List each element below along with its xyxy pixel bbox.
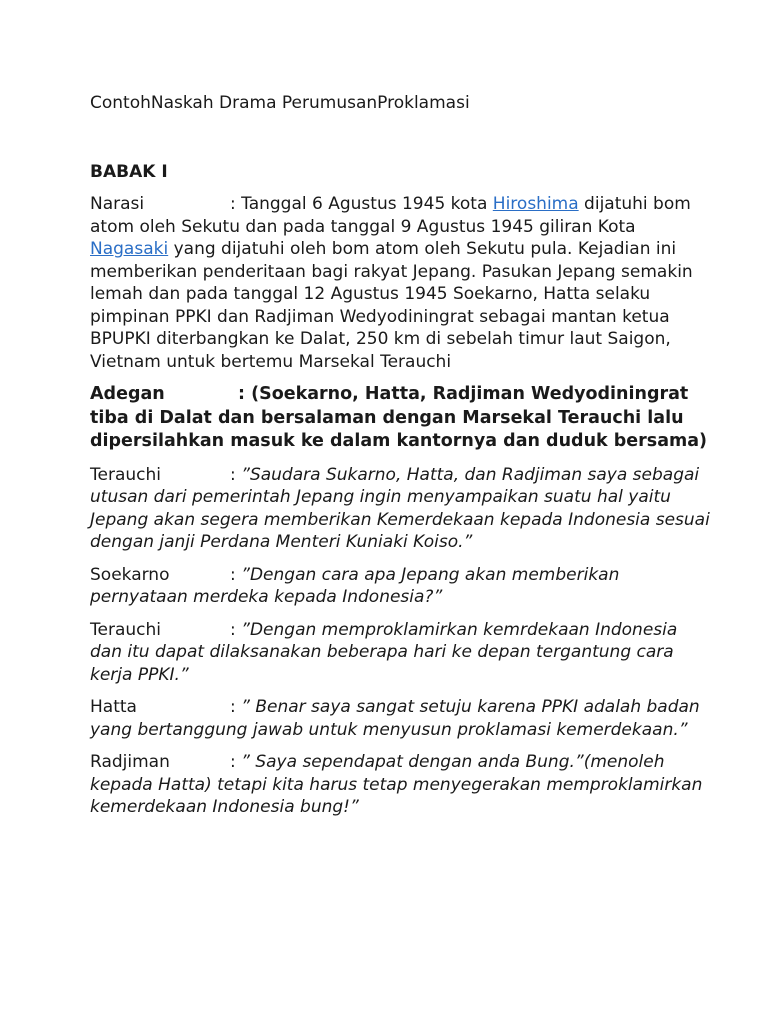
- document-content: [90, 92, 710, 829]
- dialogue-separator: :: [230, 464, 242, 485]
- dialogue-separator: :: [230, 752, 242, 772]
- scene-text: : (Soekarno, Hatta, Radjiman Wedyodiningrat tiba di Dalat dan bersalaman dengan Marsekal Terauchi lalu dipersilahkan masuk ke dalam kantornya dan duduk bersama): [90, 384, 708, 451]
- dialogue-line: [90, 564, 710, 609]
- dialogue-text: ”Saudara Sukarno, Hatta, dan Radjiman saya sebagai utusan dari pemerintah Jepang ingin menyampaikan suatu hal yaitu Jepang akan segera memberikan Kemerdekaan kepada Indonesia sesuai dengan janji Perdana Menteri Kuniaki Koiso.”: [90, 464, 710, 552]
- dialogue-separator: :: [230, 564, 242, 585]
- dialogue-text: ” Benar saya sangat setuju karena PPKI adalah badan yang bertanggung jawab untuk menyusun proklamasi kemerdekaan.”: [90, 697, 700, 740]
- dialogue-line: [90, 751, 710, 819]
- scene-label: Adegan: [90, 384, 165, 404]
- dialogue-speaker: Soekarno: [90, 564, 170, 585]
- dialogue-separator: :: [230, 619, 242, 640]
- dialogue-speaker: Hatta: [90, 697, 137, 717]
- nagasaki-link[interactable]: Nagasaki: [90, 239, 169, 259]
- narration-paragraph: [90, 193, 710, 373]
- narration-text-start: : Tanggal 6 Agustus 1945 kota: [230, 194, 493, 214]
- dialogue-text: ” Saya sependapat dengan anda Bung.”(menoleh kepada Hatta) tetapi kita harus tetap menyegerakan memproklamirkan kemerdekaan Indonesia bung!”: [90, 752, 703, 817]
- dialogue-line: [90, 619, 710, 687]
- dialogue-speaker: Radjiman: [90, 752, 170, 772]
- dialogue-text: ”Dengan cara apa Jepang akan memberikan pernyataan merdeka kepada Indonesia?”: [90, 564, 620, 607]
- act-heading: BABAK I: [90, 161, 168, 182]
- dialogue-separator: :: [230, 697, 242, 717]
- scene-direction: [90, 383, 710, 454]
- narration-text-mid: dijatuhi bom atom oleh Sekutu dan pada tanggal 9 Agustus 1945 giliran Kota: [90, 194, 691, 237]
- dialogue-line: [90, 696, 710, 741]
- hiroshima-link[interactable]: Hiroshima: [492, 194, 579, 214]
- dialogue-speaker: Terauchi: [90, 619, 161, 640]
- dialogue-text: ”Dengan memproklamirkan kemrdekaan Indonesia dan itu dapat dilaksanakan beberapa hari ke depan tergantung cara kerja PPKI.”: [90, 619, 678, 685]
- narration-text-rest: yang dijatuhi oleh bom atom oleh Sekutu pula. Kejadian ini memberikan penderitaan bagi rakyat Jepang. Pasukan Jepang semakin lemah dan pada tanggal 12 Agustus 1945 Soekarno, Hatta selaku pimpinan PPKI dan Radjiman Wedyodiningrat sebagai mantan ketua BPUPKI diterbangkan ke Dalat, 250 km di sebelah timur laut Saigon, Vietnam untuk bertemu Marsekal Terauchi: [90, 239, 693, 372]
- dialogue-speaker: Terauchi: [90, 464, 161, 485]
- narration-speaker: Narasi: [90, 194, 145, 214]
- document-title: ContohNaskah Drama PerumusanProklamasi: [90, 93, 470, 113]
- dialogue-line: [90, 464, 710, 554]
